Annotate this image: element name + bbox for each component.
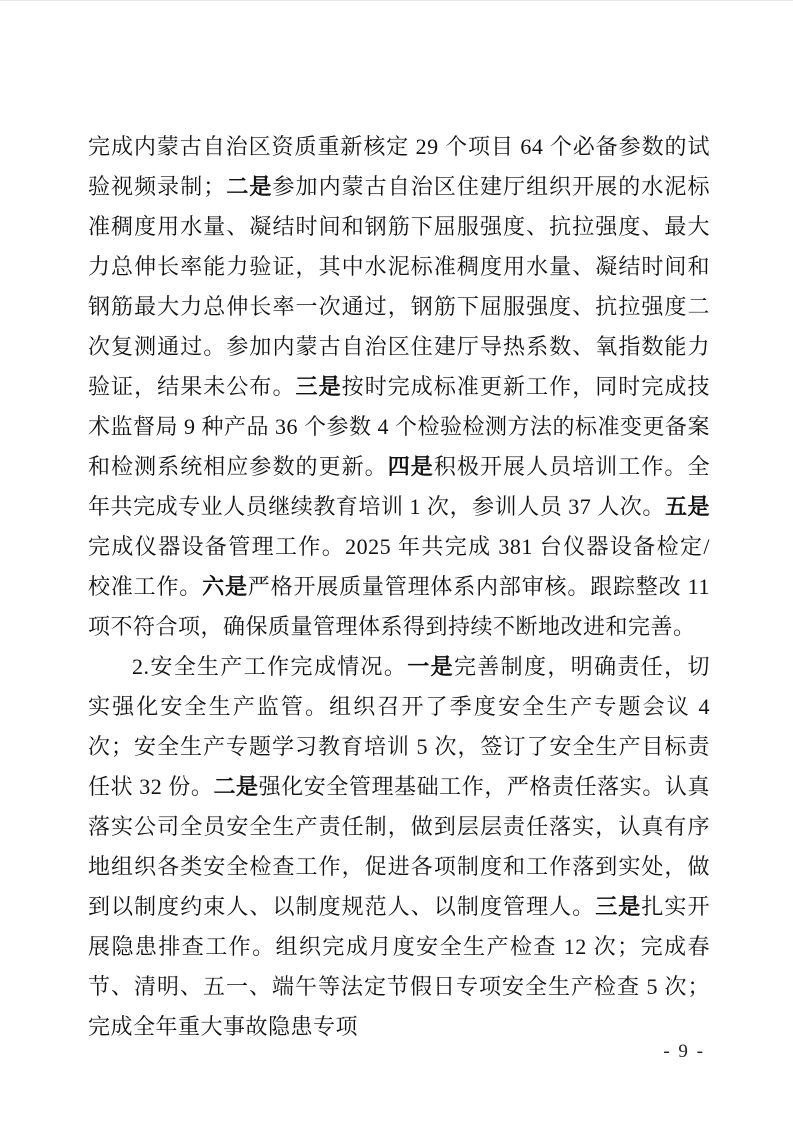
emphasis-run: 二是 [213, 774, 259, 799]
text-run: 完成仪器设备管理工作。2025 年共完成 381 台仪器设备检定/校准工作。 [88, 534, 710, 599]
emphasis-run: 一是 [407, 654, 454, 679]
emphasis-run: 三是 [595, 894, 642, 919]
text-run: 参加内蒙古自治区住建厅组织开展的水泥标准稠度用水量、凝结时间和钢筋下屈服强度、抗拉强度、最大力总伸长率能力验证，其中水泥标准稠度用水量、凝结时间和钢筋最大力总伸长率一次通过，钢筋下屈服强度、抗拉强度二次复测通过。参加内蒙古自治区住建厅导热系数、氧指数能力验证，结果未公布。 [88, 174, 710, 399]
paragraph [88, 647, 710, 1047]
text-run: 强化安全管理基础工作，严格责任落实。认真落实公司全员安全生产责任制，做到层层责任落实，认真有序地组织各类安全检查工作，促进各项制度和工作落到实处，做到以制度约束人、以制度规范人、以制度管理人。 [88, 774, 710, 919]
emphasis-run: 三是 [295, 374, 342, 399]
emphasis-run: 二是 [225, 174, 273, 199]
document-body [88, 127, 710, 1047]
text-run: 按时完成标准更新工作，同时完成技术监督局 9 种产品 36 个参数 4 个检验检测方法的标准变更备案和检测系统相应参数的更新。 [88, 374, 711, 479]
text-run: 扎实开展隐患排查工作。组织完成月度安全生产检查 12 次；完成春节、清明、五一、端午等法定节假日专项安全生产检查 5 次；完成全年重大事故隐患专项 [88, 894, 710, 1039]
emphasis-run: 五是 [664, 494, 710, 519]
text-run: 完善制度，明确责任，切实强化安全生产监管。组织召开了季度安全生产专题会议 4 次；安全生产专题学习教育培训 5 次，签订了安全生产目标责任状 32 份。 [88, 654, 710, 799]
text-run: 严格开展质量管理体系内部审核。跟踪整改 11 项不符合项，确保质量管理体系得到持续不断地改进和完善。 [88, 574, 710, 639]
text-run: 完成内蒙古自治区资质重新核定 29 个项目 64 个必备参数的试验视频录制； [88, 134, 710, 199]
paragraph [88, 127, 710, 647]
text-run: 2.安全生产工作完成情况。 [132, 654, 408, 679]
emphasis-run: 四是 [387, 454, 434, 479]
page-number: - 9 - [663, 1041, 705, 1062]
emphasis-run: 六是 [202, 574, 248, 599]
text-run: 积极开展人员培训工作。全年共完成专业人员继续教育培训 1 次，参训人员 37 人次。 [88, 454, 710, 519]
